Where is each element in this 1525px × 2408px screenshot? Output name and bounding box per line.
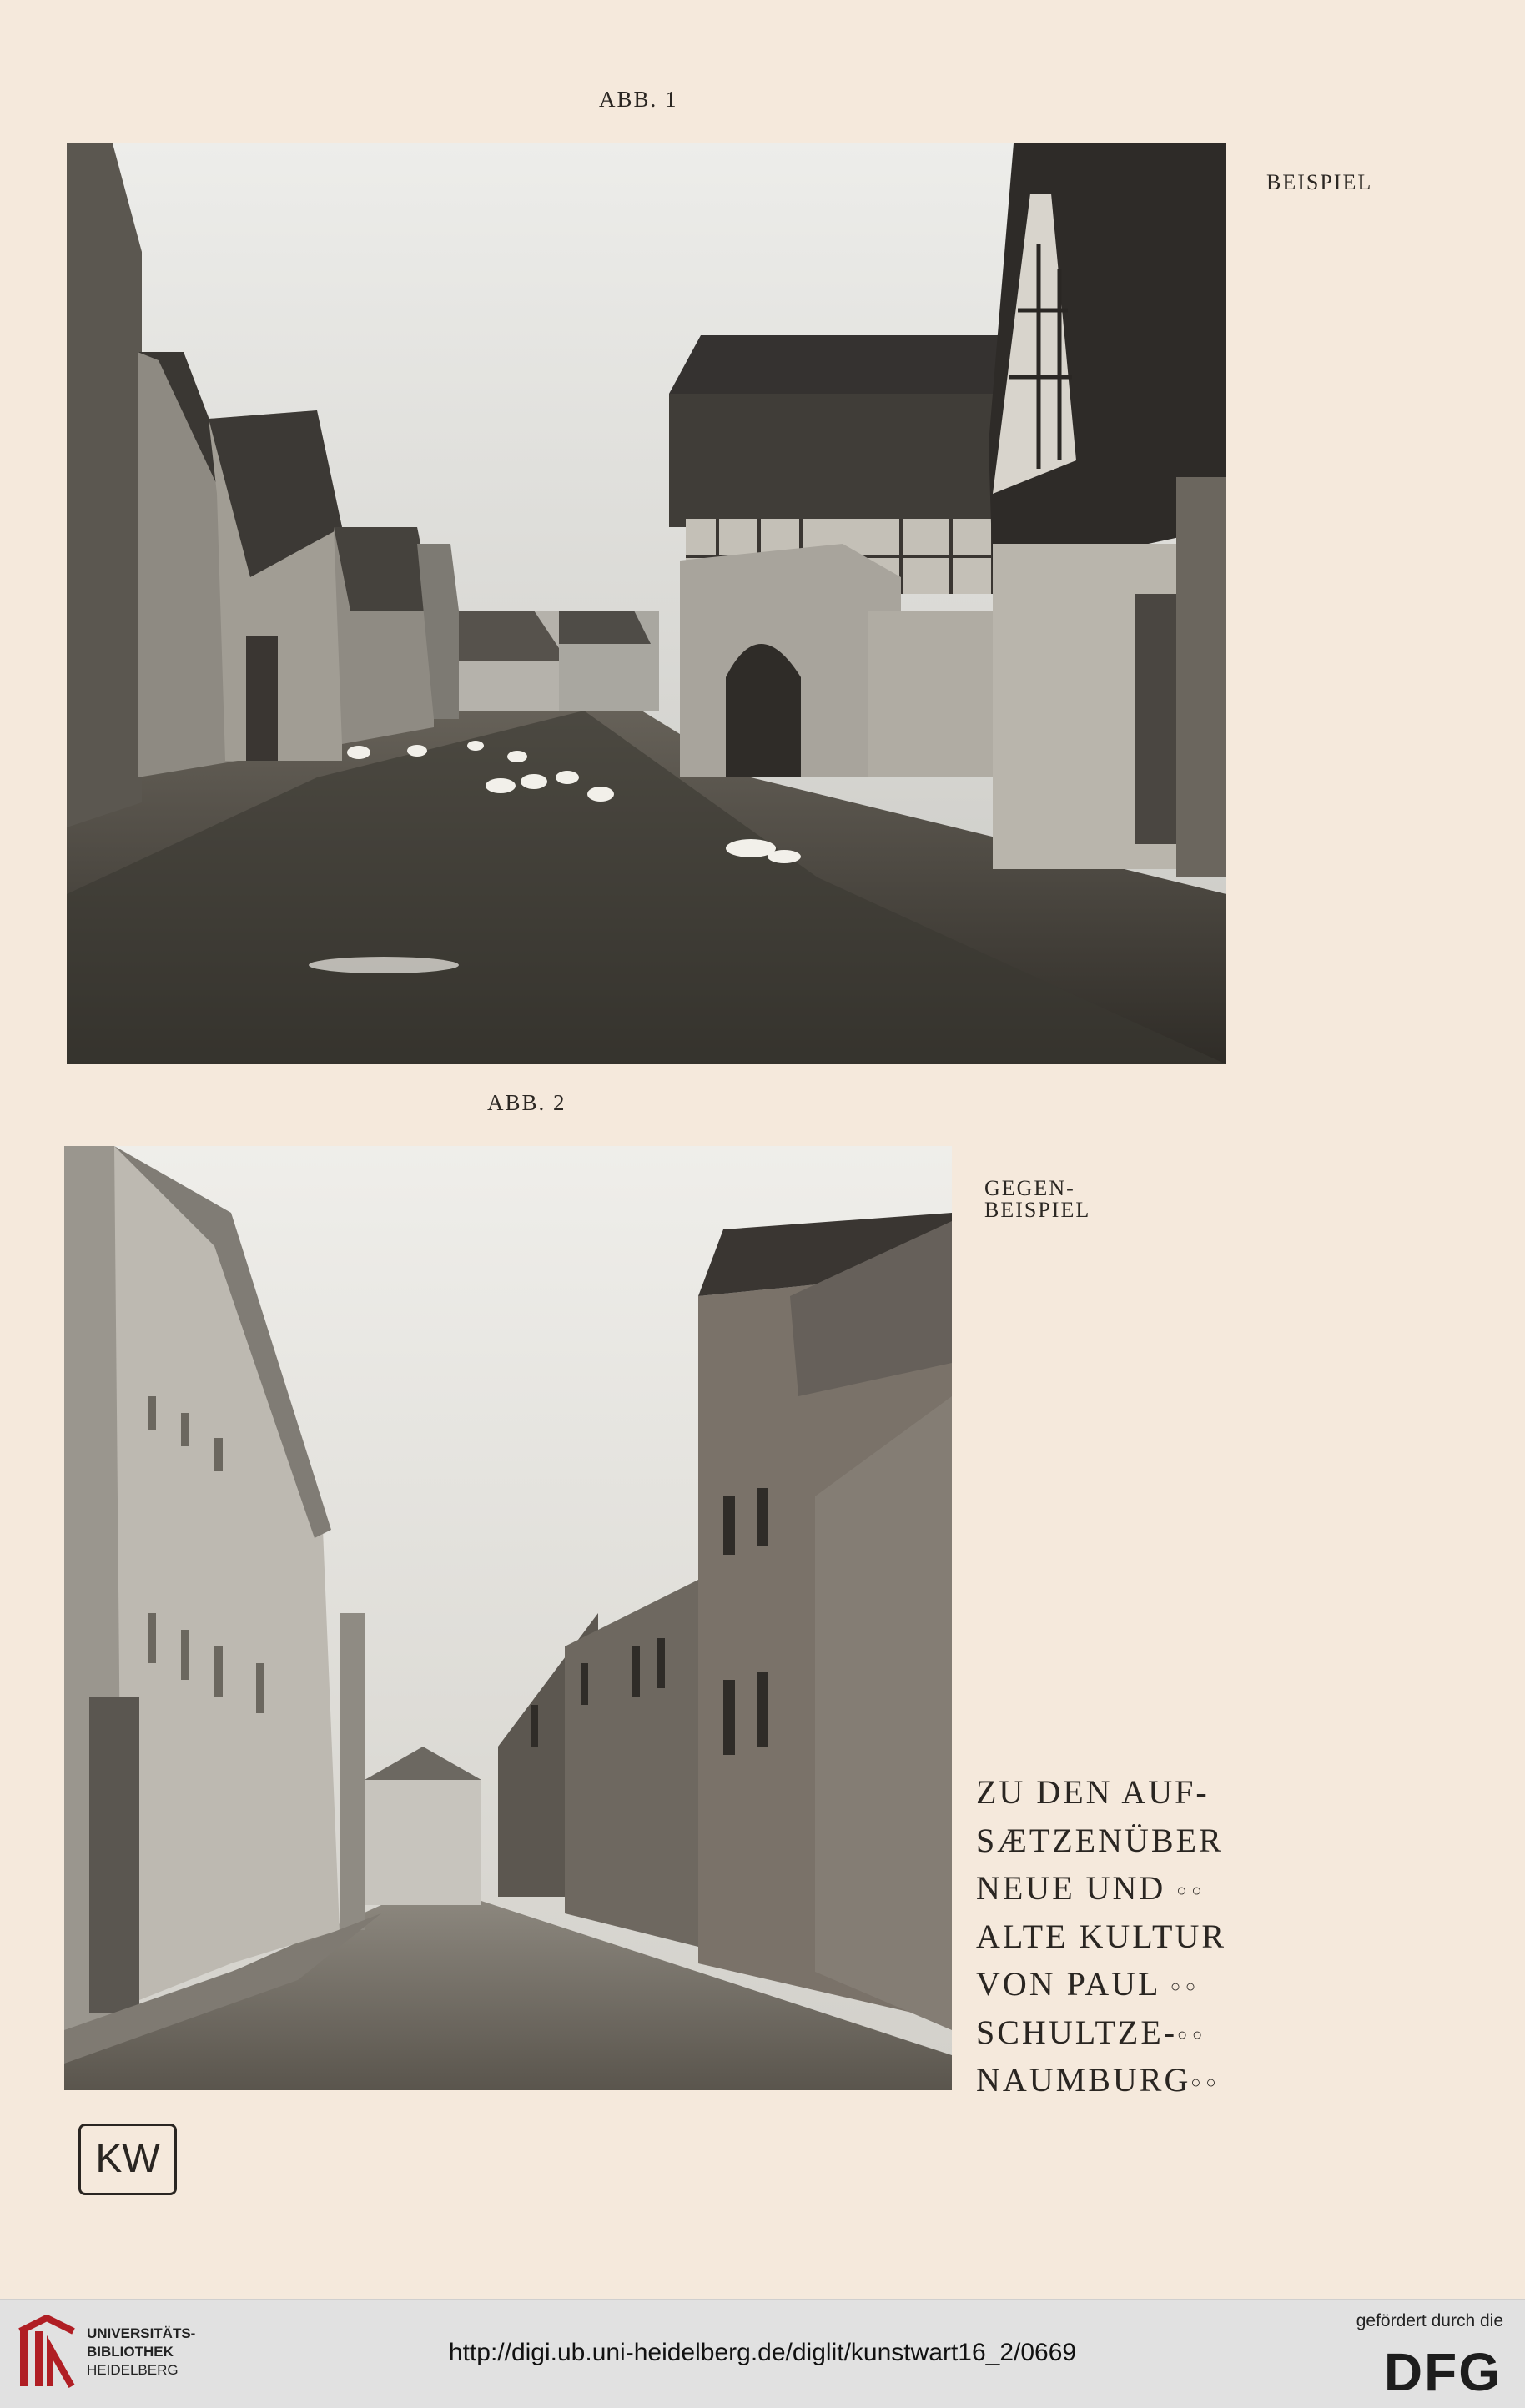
figure-2-caption: ABB. 2 — [487, 1090, 566, 1115]
article-title-line — [976, 1818, 1260, 1867]
source-url — [0, 2339, 1525, 2367]
village-street-photo-brick-houses — [64, 1146, 952, 2090]
library-name-line: HEIDELBERG — [87, 2362, 179, 2378]
funding-note: gefördert durch die — [1356, 2311, 1503, 2330]
footer-bar — [0, 2299, 1525, 2408]
figure-1-caption: ABB. 1 — [599, 87, 678, 112]
article-title-line — [976, 2010, 1260, 2059]
dfg-logo: DFG — [1383, 2342, 1502, 2402]
title-line-text: NEUE UND — [976, 1869, 1166, 1908]
ornament-dots: ○○ — [1177, 2025, 1208, 2044]
title-line-text: NAUMBURG — [976, 2061, 1191, 2099]
title-line-text: ZU DEN AUF- — [976, 1773, 1210, 1811]
kunstwart-logo: KW — [78, 2124, 177, 2195]
article-title-line — [976, 1770, 1260, 1818]
figure-1-side-label: BEISPIEL — [1266, 170, 1373, 194]
ornament-dots: ○○ — [1170, 1978, 1201, 1997]
title-line-text: SÆTZENÜBER — [976, 1821, 1224, 1859]
library-name-line: BIBLIOTHEK — [87, 2344, 174, 2360]
title-line-text: SCHULTZE- — [976, 2013, 1178, 2051]
library-name-line: UNIVERSITÄTS- — [87, 2325, 196, 2341]
ornament-dots: ○○ — [1176, 1882, 1207, 1901]
village-street-photo-timber-houses — [67, 143, 1226, 1064]
ornament-dots: ○○ — [1190, 2074, 1221, 2093]
title-line-text: VON PAUL — [976, 1965, 1160, 2003]
article-title-line — [976, 1914, 1260, 1963]
article-title-line — [976, 2058, 1260, 2106]
article-title-line — [976, 1962, 1260, 2010]
article-title — [976, 1770, 1260, 2106]
source-url-link[interactable]: http://digi.ub.uni-heidelberg.de/diglit/kunstwart16_2/0669 — [448, 2339, 1077, 2366]
figure-2-side-label: GEGEN- BEISPIEL — [984, 1176, 1091, 1222]
title-line-text: ALTE KULTUR — [976, 1917, 1227, 1955]
article-title-line — [976, 1866, 1260, 1914]
